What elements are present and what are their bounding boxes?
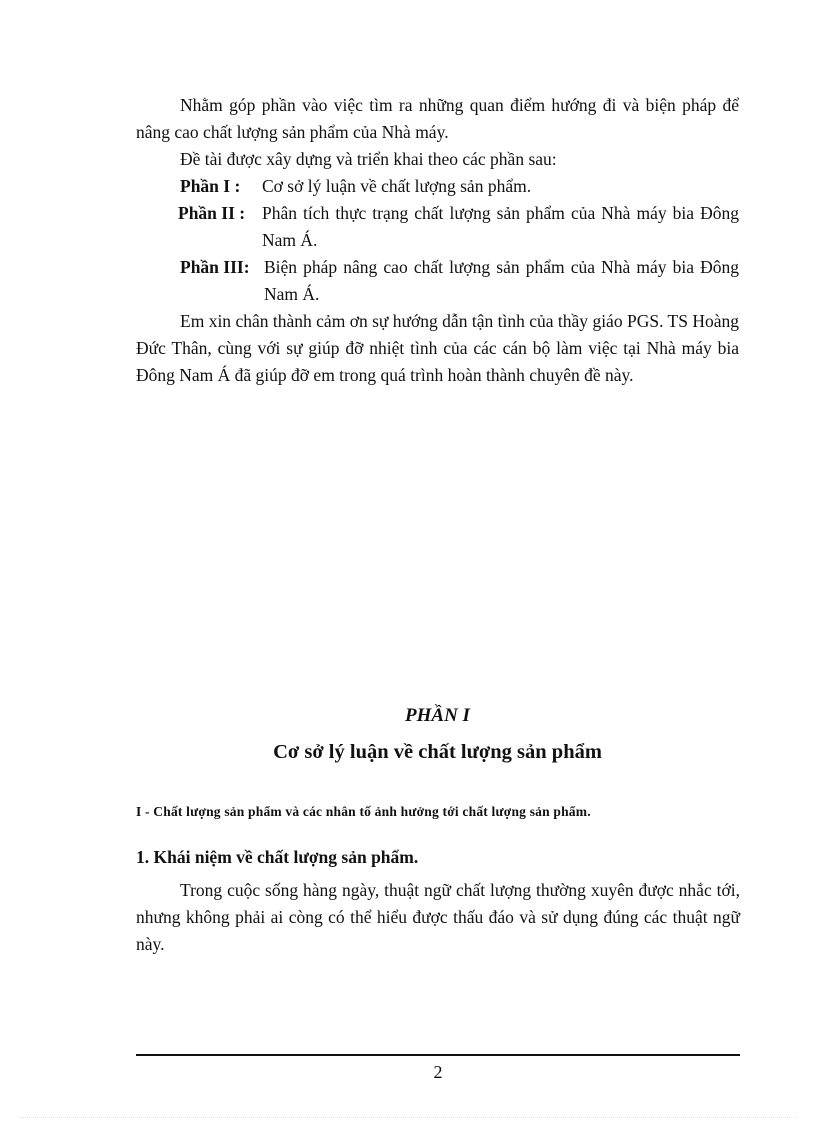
intro-paragraph-2: Đề tài được xây dựng và triển khai theo các phần sau: [180,149,557,169]
sub-heading: 1. Khái niệm về chất lượng sản phẩm. [136,847,419,867]
part-text: Phân tích thực trạng chất lượng sản phẩm của Nhà máy bia Đông Nam Á. [262,203,739,250]
section-heading: I - Chất lượng sản phẩm và các nhân tố ảnh hưởng tới chất lượng sản phẩm. [136,804,591,819]
chapter-subtitle: Cơ sở lý luận về chất lượng sản phẩm [273,741,602,763]
intro-paragraph-1: Nhằm góp phần vào việc tìm ra những quan điểm hướng đi và biện pháp để nâng cao chất lượng sản phẩm của Nhà máy. [136,95,739,142]
chapter-title: PHẦN I [405,705,470,726]
page-bottom-divider [20,1117,796,1118]
part-text: Cơ sở lý luận về chất lượng sản phẩm. [262,176,532,196]
part-label: Phần III: [180,257,250,277]
part-item-3 [0,254,816,308]
part-item-2 [0,200,816,254]
footer-rule [136,1054,740,1056]
part-item-1 [0,173,816,200]
part-label: Phần I : [180,176,241,196]
section-body: Trong cuộc sống hàng ngày, thuật ngữ chất lượng thường xuyên được nhắc tới, nhưng không phải ai còng có thể hiểu được thấu đáo và sử dụng đúng các thuật ngữ này. [136,880,740,954]
intro-paragraph-3: Em xin chân thành cảm ơn sự hướng dẫn tận tình của thầy giáo PGS. TS Hoàng Đức Thân, cùng với sự giúp đỡ nhiệt tình của các cán bộ làm việc tại Nhà máy bia Đông Nam Á đã giúp đỡ em trong quá trình hoàn thành chuyên đề này. [136,311,739,385]
page-number: 2 [433,1062,443,1082]
part-label: Phần II : [178,203,246,223]
part-text: Biện pháp nâng cao chất lượng sản phẩm của Nhà máy bia Đông Nam Á. [264,257,739,304]
